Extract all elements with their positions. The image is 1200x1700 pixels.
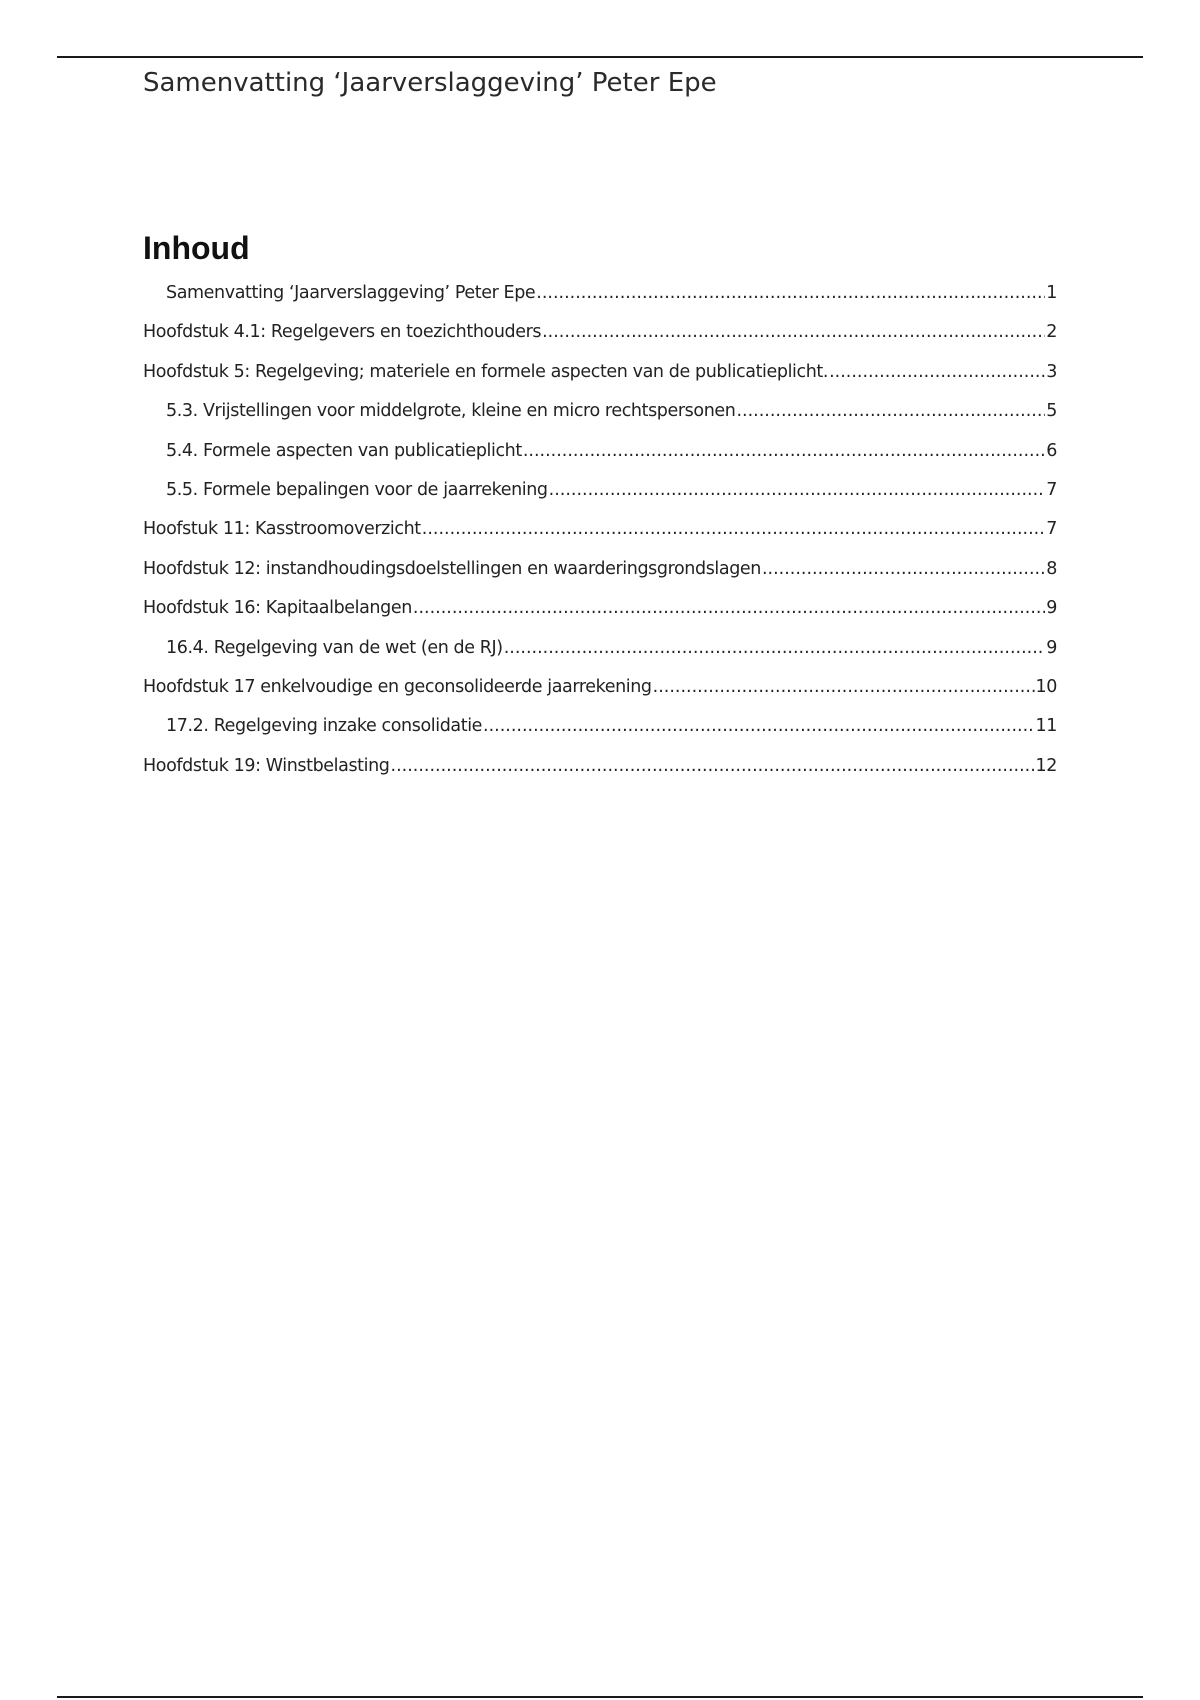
toc-entry-label: 5.3. Vrijstellingen voor middelgrote, kleine en micro rechtspersonen: [166, 401, 736, 422]
toc-dot-leader: [413, 598, 1045, 618]
toc-entry[interactable]: [143, 559, 1057, 598]
toc-dot-leader: [391, 756, 1035, 776]
toc-entry-label: Samenvatting ‘Jaarverslaggeving’ Peter Epe: [166, 283, 536, 303]
toc-dot-leader: [829, 362, 1045, 382]
toc-entry[interactable]: [143, 322, 1057, 361]
toc-entry[interactable]: [143, 480, 1057, 519]
toc-entry-label: Hoofdstuk 12: instandhoudingsdoelstellingen en waarderingsgrondslagen: [143, 558, 761, 579]
toc-entry-page-number: 9: [1046, 637, 1057, 658]
header-rule: [57, 56, 1143, 58]
toc-entry-label: Hoofdstuk 17 enkelvoudige en geconsolideerde jaarrekening: [143, 676, 652, 697]
toc-entry-page-number: 1: [1046, 283, 1057, 303]
toc-entry-page-number: 8: [1046, 558, 1057, 579]
toc-entry-page-number: 9: [1046, 598, 1057, 619]
toc-entry[interactable]: [143, 598, 1057, 637]
toc-dot-leader: [504, 638, 1046, 658]
toc-dot-leader: [483, 716, 1035, 736]
toc-entry[interactable]: [143, 756, 1057, 795]
toc-dot-leader: [523, 441, 1045, 461]
toc-entry[interactable]: [143, 362, 1057, 401]
toc-entry-page-number: 6: [1046, 440, 1057, 461]
toc-dot-leader: [536, 283, 1045, 303]
toc-entry[interactable]: [143, 283, 1057, 322]
toc-dot-leader: [762, 559, 1045, 579]
toc-entry-page-number: 12: [1035, 755, 1057, 776]
toc-entry-label: Hoofdstuk 19: Winstbelasting: [143, 755, 390, 776]
toc-entry-label: 17.2. Regelgeving inzake consolidatie: [166, 716, 483, 737]
toc-entry-label: 5.5. Formele bepalingen voor de jaarrekening: [166, 479, 548, 500]
toc-dot-leader: [736, 401, 1045, 421]
toc-entry-label: 16.4. Regelgeving van de wet (en de RJ): [166, 637, 503, 658]
toc-dot-leader: [653, 677, 1035, 697]
toc-entry-label: Hoofdstuk 4.1: Regelgevers en toezichthouders: [143, 322, 542, 343]
toc-dot-leader: [549, 480, 1046, 500]
table-of-contents: [143, 283, 1057, 795]
toc-entry[interactable]: [143, 519, 1057, 558]
toc-entry[interactable]: [143, 441, 1057, 480]
toc-entry-page-number: 7: [1046, 479, 1057, 500]
toc-entry-label: 5.4. Formele aspecten van publicatieplicht: [166, 440, 522, 461]
toc-entry[interactable]: [143, 677, 1057, 716]
page-header-title: Samenvatting ‘Jaarverslaggeving’ Peter Epe: [143, 68, 717, 98]
toc-entry-page-number: 2: [1046, 322, 1057, 343]
toc-entry[interactable]: [143, 401, 1057, 440]
toc-entry-label: Hoofdstuk 16: Kapitaalbelangen: [143, 598, 412, 619]
toc-entry-page-number: 5: [1046, 401, 1057, 422]
toc-entry-page-number: 11: [1035, 716, 1057, 737]
toc-dot-leader: [422, 519, 1046, 539]
footer-rule: [57, 1696, 1143, 1698]
toc-entry-page-number: 3: [1046, 361, 1057, 382]
toc-dot-leader: [542, 322, 1045, 342]
toc-entry-label: Hoofstuk 11: Kasstroomoverzicht: [143, 519, 421, 540]
toc-entry-page-number: 7: [1046, 519, 1057, 540]
toc-entry-label: Hoofdstuk 5: Regelgeving; materiele en formele aspecten van de publicatieplicht.: [143, 361, 829, 382]
toc-heading: Inhoud: [143, 230, 250, 266]
toc-entry-page-number: 10: [1035, 676, 1057, 697]
toc-entry[interactable]: [143, 638, 1057, 677]
toc-entry[interactable]: [143, 716, 1057, 755]
